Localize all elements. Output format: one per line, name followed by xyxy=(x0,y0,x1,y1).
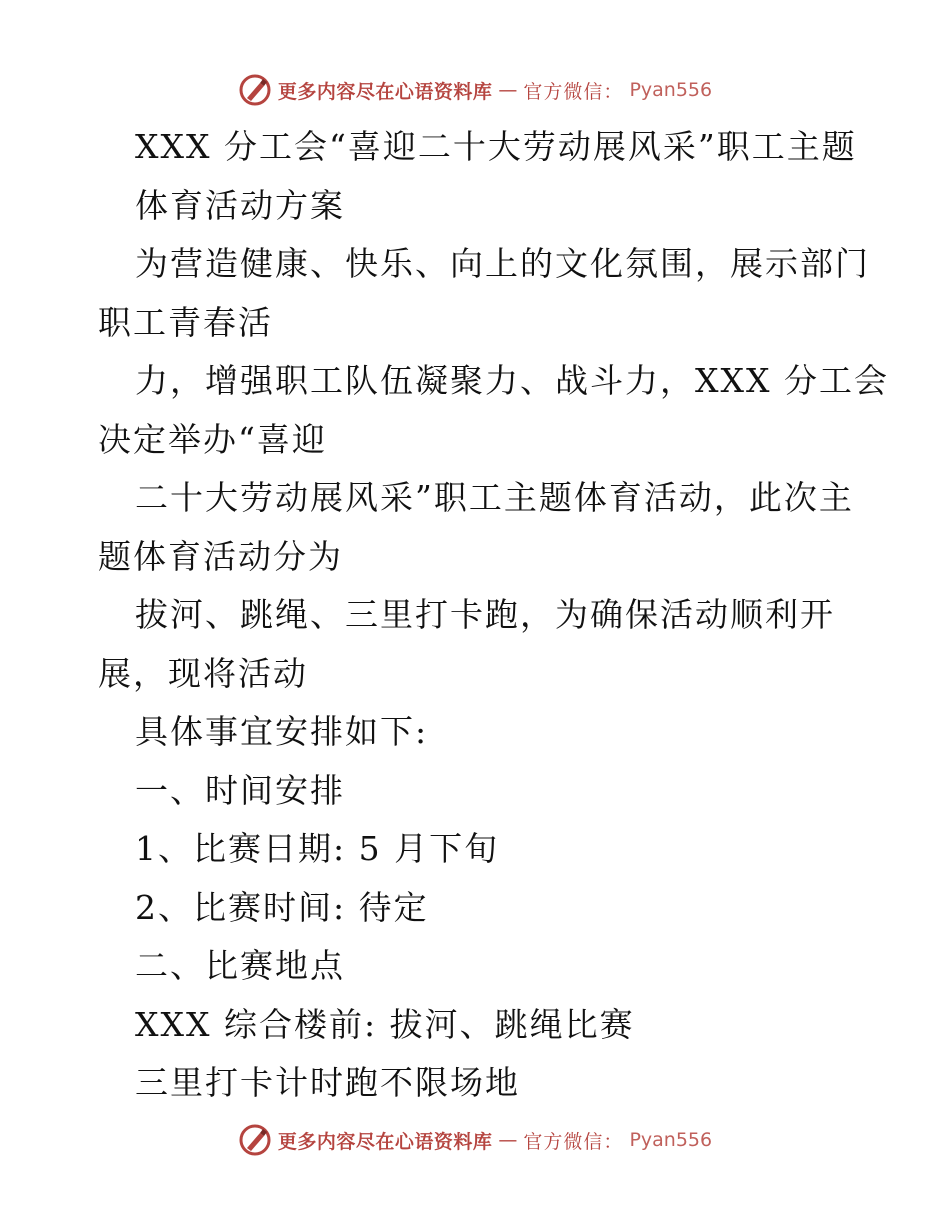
watermark-site-text: 更多内容尽在心语资料库 xyxy=(277,1130,493,1153)
doc-line: 拔河、跳绳、三里打卡跑，为确保活动顺利开 xyxy=(135,595,835,634)
watermark-wechat-id: Pyan556 xyxy=(629,79,713,101)
watermark-wechat-id: Pyan556 xyxy=(629,1129,713,1151)
doc-line: XXX 综合楼前: 拔河、跳绳比赛 xyxy=(135,1004,635,1044)
pen-logo-icon xyxy=(238,73,272,107)
watermark-header xyxy=(0,70,950,110)
watermark-official-label: 官方微信： xyxy=(523,1130,624,1153)
watermark-site-text: 更多内容尽在心语资料库 xyxy=(277,80,493,103)
doc-line: 为营造健康、快乐、向上的文化氛围，展示部门 xyxy=(135,244,870,283)
doc-line: 展，现将活动 xyxy=(98,653,308,693)
doc-line: 题体育活动分为 xyxy=(98,536,343,576)
document-body xyxy=(0,118,950,1113)
doc-line: 职工青春活 xyxy=(98,302,273,342)
doc-line: 2、比赛时间: 待定 xyxy=(135,887,429,927)
doc-line: 1、比赛日期: 5 月下旬 xyxy=(135,829,500,868)
watermark-separator: — xyxy=(498,79,518,101)
watermark-footer xyxy=(0,1120,950,1160)
doc-line: 二十大劳动展风采”职工主题体育活动，此次主 xyxy=(135,478,854,517)
doc-line: XXX 分工会“喜迎二十大劳动展风采”职工主题 xyxy=(135,127,857,166)
pen-logo-icon xyxy=(238,1123,272,1157)
doc-line: 二、比赛地点 xyxy=(135,946,345,985)
watermark-separator: — xyxy=(498,1129,518,1151)
doc-line: 力，增强职工队伍凝聚力、战斗力，XXX 分工会 xyxy=(135,361,889,400)
watermark-official-label: 官方微信： xyxy=(523,80,624,103)
doc-line: 具体事宜安排如下: xyxy=(135,712,429,751)
doc-line: 决定举办“喜迎 xyxy=(98,419,327,459)
doc-line: 体育活动方案 xyxy=(135,185,345,225)
doc-line: 三里打卡计时跑不限场地 xyxy=(135,1063,520,1102)
doc-line: 一、时间安排 xyxy=(135,770,345,810)
